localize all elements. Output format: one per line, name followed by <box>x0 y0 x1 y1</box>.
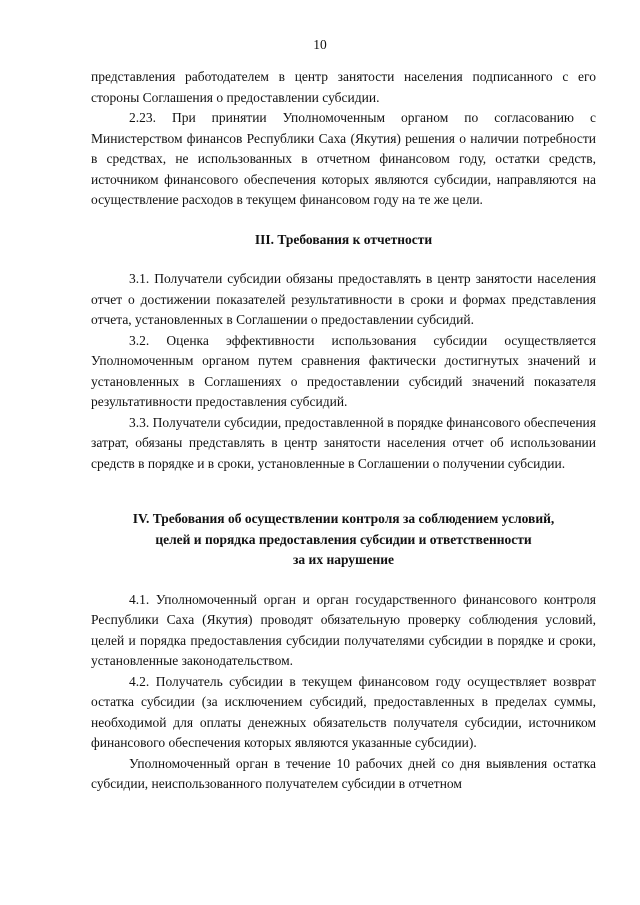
paragraph-3-3: 3.3. Получатели субсидии, предоставленной в порядке финансового обеспечения затрат, обязаны представлять в центр занятости населения отчет об использовании средств в порядке и в сроки, установленные в Соглашении о получении субсидии. <box>91 414 596 471</box>
section-3-heading: III. Требования к отчетности <box>254 231 433 247</box>
document-body <box>91 67 596 795</box>
paragraph-3-2: 3.2. Оценка эффективности использования субсидии осуществляется Уполномоченным органом путем сравнения фактически достигнутых значений и установленных в Соглашениях о предоставлении субсидий значений показателя результативности предоставления субсидий. <box>91 332 596 409</box>
paragraph-4-1: 4.1. Уполномоченный орган и орган государственного финансового контроля Республики Саха (Якутия) проводят обязательную проверку соблюдения условий, целей и порядка предоставления субсидии получателями субсидии в порядке и сроки, установленные законодательством. <box>91 591 596 668</box>
paragraph-4-2: 4.2. Получатель субсидии в текущем финансовом году осуществляет возврат остатка субсидии (за исключением субсидий, предоставленных в пределах суммы, необходимой для оплаты денежных обязательств получателя субсидии, источником финансового обеспечения которых являются указанные субсидии). <box>91 673 596 750</box>
section-4-heading <box>91 509 596 571</box>
paragraph-last: Уполномоченный орган в течение 10 рабочих дней со дня выявления остатка субсидии, неиспользованного получателем субсидии в отчетном <box>91 755 596 791</box>
section-4-heading-line2: целей и порядка предоставления субсидии и ответственности <box>155 531 532 547</box>
paragraph-3-1: 3.1. Получатели субсидии обязаны предоставлять в центр занятости населения отчет о достижении показателей результативности в сроки и формах представления отчета, установленных в Соглашении о предоставлении субсидий. <box>91 271 596 327</box>
paragraph-continuation: представления работодателем в центр занятости населения подписанного с его стороны Соглашения о предоставлении субсидии. <box>91 69 596 105</box>
paragraph-2-23: 2.23. При принятии Уполномоченным органом по согласованию с Министерством финансов Республики Саха (Якутия) решения о наличии потребности в средствах, не использованных в отчетном финансовом году, остатки средств, источником финансового обеспечения которых являются субсидии, направляются на осуществление расходов в текущем финансовом году на те же цели. <box>91 110 596 207</box>
section-4-heading-line3: за их нарушение <box>293 552 394 567</box>
page-number: 10 <box>313 37 327 52</box>
section-4-heading-line1: IV. Требования об осуществлении контроля за соблюдением условий, <box>132 511 555 526</box>
